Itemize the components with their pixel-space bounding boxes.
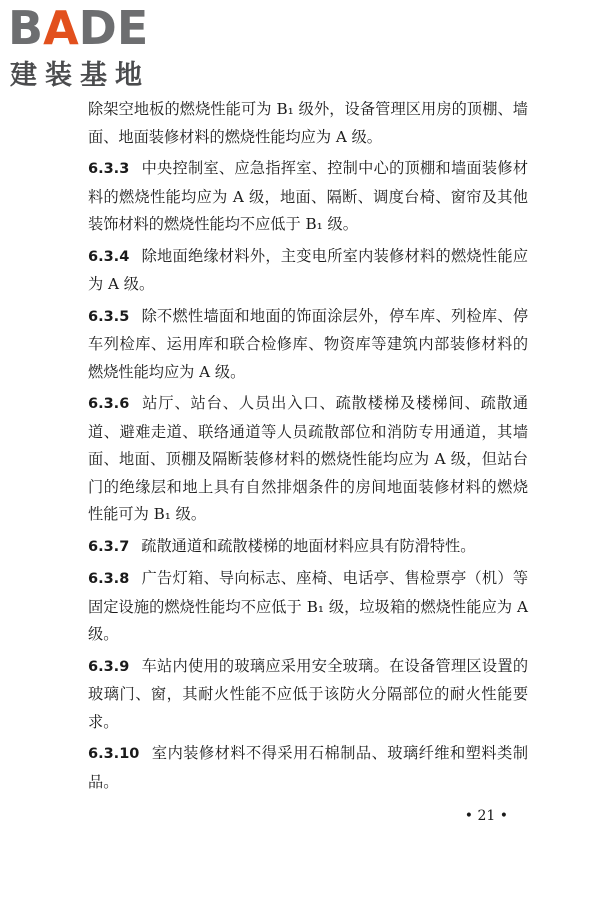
clause-number: 6.3.4 [88,248,130,265]
clause-6-3-3: 6.3.3 中央控制室、应急指挥室、控制中心的顶棚和墙面装修材料的燃烧性能均应为 A 级，地面、隔断、调度台椅、窗帘及其他装饰材料的燃烧性能均不应低于 B₁ 级。 [88,159,528,233]
clause-6-3-10: 6.3.10 室内装修材料不得采用石棉制品、玻璃纤维和塑料类制品。 [88,744,528,791]
clause-number: 6.3.3 [88,161,130,177]
clause-number: 6.3.5 [88,308,130,325]
clause-number: 6.3.8 [88,571,130,587]
clause-number: 6.3.10 [88,746,140,762]
clause-number: 6.3.9 [88,658,130,675]
logo-wordmark: BADE [8,1,149,55]
clause-6-3-9: 6.3.9 车站内使用的玻璃应采用安全玻璃。在设备管理区设置的玻璃门、窗，其耐火性能不应低于该防火分隔部位的耐火性能要求。 [88,656,528,731]
document-body [88,96,528,800]
page-number: • 21 • [464,808,508,824]
clause-6-3-4: 6.3.4 除地面绝缘材料外，主变电所室内装修材料的燃烧性能应为 A 级。 [88,246,528,293]
paragraph-continued: 除架空地板的燃烧性能可为 B₁ 级外，设备管理区用房的顶棚、墙面、地面装修材料的燃烧性能均应为 A 级。 [88,100,528,146]
clause-6-3-5: 6.3.5 除不燃性墙面和地面的饰面涂层外，停车库、列检库、停车列检库、运用库和联合检修库、物资库等建筑内部装修材料的燃烧性能均应为 A 级。 [88,306,528,381]
logo-subtitle: 建装基地 [10,60,150,91]
clause-number: 6.3.7 [88,538,130,555]
clause-6-3-8: 6.3.8 广告灯箱、导向标志、座椅、电话亭、售检票亭（机）等固定设施的燃烧性能均不应低于 B₁ 级，垃圾箱的燃烧性能应为 A 级。 [88,569,528,643]
clause-6-3-7: 6.3.7 疏散通道和疏散楼梯的地面材料应具有防滑特性。 [88,536,476,555]
clause-number: 6.3.6 [88,396,130,412]
logo [8,1,178,96]
clause-6-3-6: 6.3.6 站厅、站台、人员出入口、疏散楼梯及楼梯间、疏散通道、避难走道、联络通道等人员疏散部位和消防专用通道，其墙面、地面、顶棚及隔断装修材料的燃烧性能均应为 A 级，但站台门的绝缘层和地上具有自然排烟条件的房间地面装修材料的燃烧性能可为 B₁ 级。 [88,394,528,523]
